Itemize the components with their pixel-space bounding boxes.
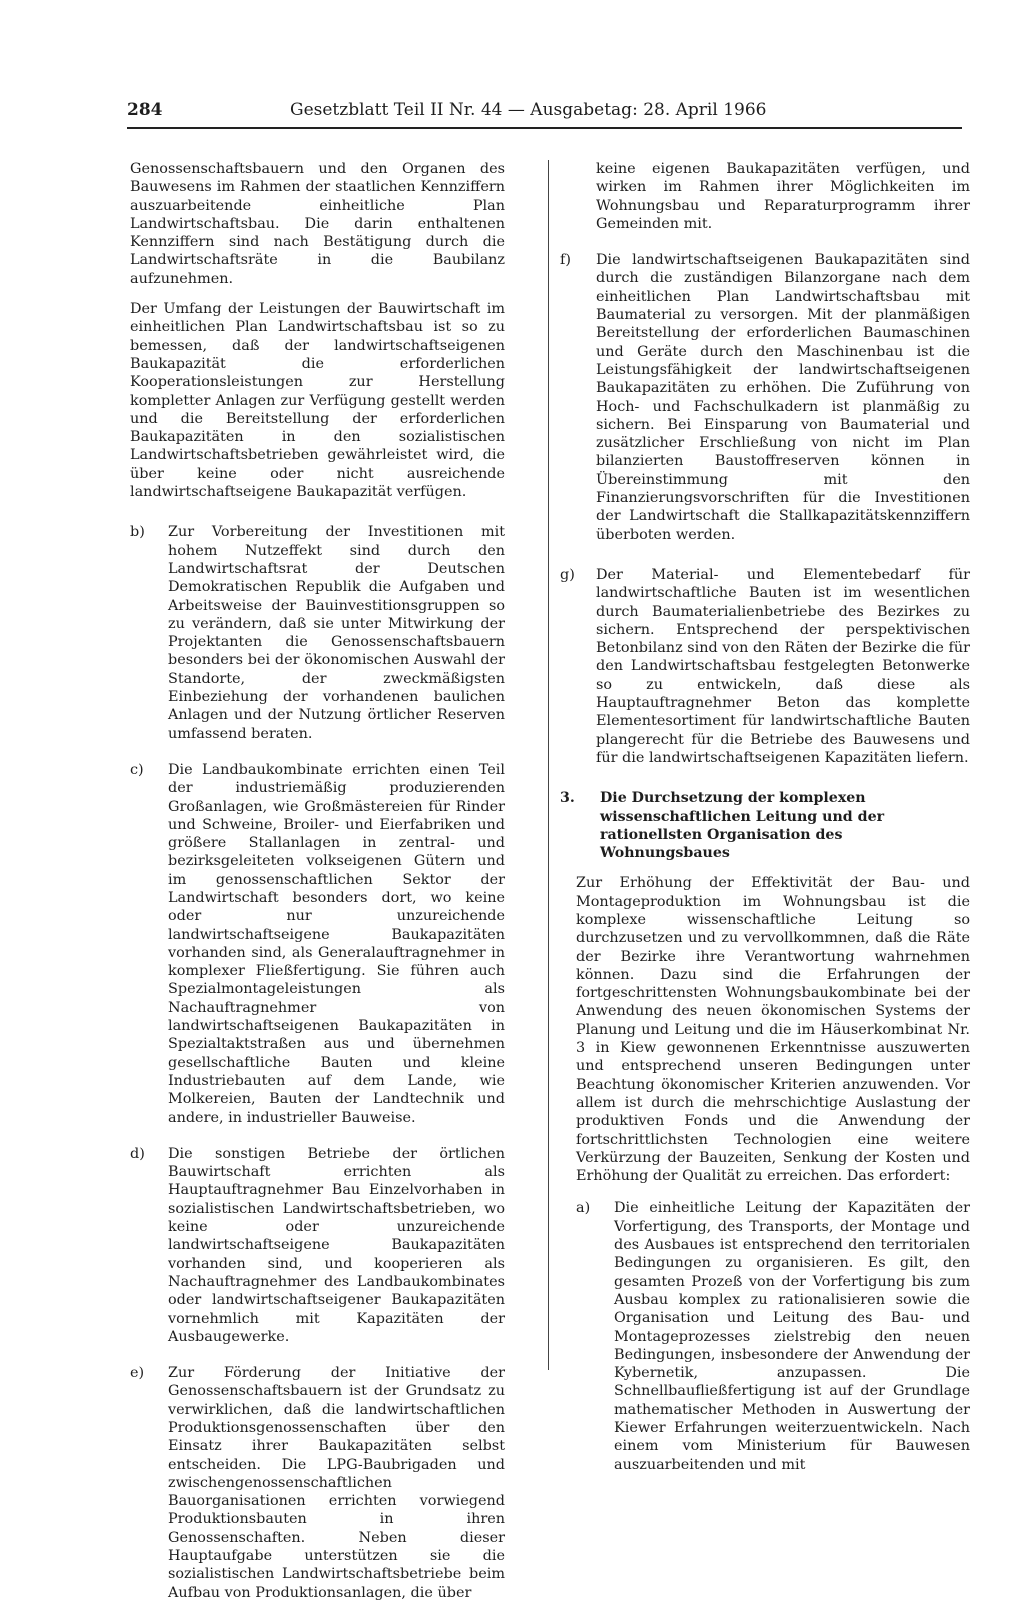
item-text: Die sonstigen Betriebe der örtlichen Bauwirtschaft errichten als Hauptauftragnehmer Bau Einzelvorhaben in sozialistischen Landwirtschaftsbetrieben, wo keine oder unzureichende landwirtschaftseigene Baukapazitäten vorhanden sind, und kooperieren als Nachauftragnehmer des Landbaukombinates oder landwirtschaftseigener Baukapazitäten vornehmlich mit Kapazitäten der Ausbaugewerke.	[168, 1145, 505, 1345]
item-label: b)	[130, 524, 145, 541]
right-column	[560, 160, 970, 1474]
intro-paragraph-1: Genossenschaftsbauern und den Organen des Bauwesens im Rahmen der staatlichen Kennziffern auszuarbeitende einheitliche Plan Landwirtschaftsbau. Die darin enthaltenen Kennziffern sind nach Bestätigung durch die Landwirtschaftsräte in die Baubilanz aufzunehmen.	[130, 161, 505, 287]
page-header	[127, 100, 962, 128]
page-number: 284	[127, 100, 163, 120]
section-3-heading	[560, 789, 970, 862]
item-text: Zur Vorbereitung der Investitionen mit hohem Nutzeffekt sind durch den Landwirtschaftsrat der Deutschen Demokratischen Republik die Aufgaben und Arbeitsweise der Bauinvestitionsgruppen so zu verändern, daß sie unter Mitwirkung der Projektanten die Genossenschaftsbauern besonders bei der ökonomischen Auswahl der Standorte, der zweckmäßigsten Einbeziehung der vorhandenen baulichen Anlagen und der Nutzung örtlicher Reserven umfassend beraten.	[168, 524, 505, 742]
item-label: c)	[130, 761, 144, 778]
section-3-paragraph: Zur Erhöhung der Effektivität der Bau- und Montageproduktion im Wohnungsbau ist die komplexe wissenschaftliche Leitung so durchzusetzen und zu vervollkommnen, daß die Räte der Bezirke ihre Verantwortung wahrnehmen können. Dazu sind die Erfahrungen der fortgeschrittensten Wohnungsbaukombinate bei der Anwendung des neuen ökonomischen Systems der Planung und Leitung und die im Häuserkombinat Nr. 3 in Kiew gewonnenen Erkenntnisse auszuwerten und entsprechend unseren Bedingungen unter Beachtung ökonomischer Kriterien anzuwenden. Vor allem ist durch die mehrschichtige Auslastung der produktiven Fonds und die Anwendung der fortschrittlichsten Technologien eine weitere Verkürzung der Bauzeiten, Senkung der Kosten und Erhöhung der Qualität zu erreichen. Das erfordert:	[576, 875, 970, 1185]
item-label: d)	[130, 1145, 145, 1162]
list-item-b	[130, 523, 505, 743]
item-text: Der Material- und Elementebedarf für landwirtschaftliche Bauten ist im wesentlichen durch Baumaterialienbetriebe des Bezirkes zu sichern. Entsprechend der perspektivischen Betonbilanz sind von den Räten der Bezirke die für den Landwirtschaftsbau festgelegten Betonwerke so zu entwickeln, daß diese als Hauptauftragnehmer Beton das komplette Elementesortiment für landwirtschaftliche Bauten plangerecht für die Betriebe des Bauwesens und für die landwirtschaftseigenen Kapazitäten liefern.	[596, 566, 970, 766]
continuation-paragraph: keine eigenen Baukapazitäten verfügen, und wirken im Rahmen ihrer Möglichkeiten im Wohnungsbau und Reparaturprogramm ihrer Gemeinden mit.	[596, 161, 970, 232]
column-divider	[548, 160, 549, 1370]
list-item-g	[560, 566, 970, 767]
section-3-body	[560, 874, 970, 1474]
list-item-d	[130, 1145, 505, 1346]
section-title: Die Durchsetzung der komplexen wissenschaftlichen Leitung und der rationellsten Organisation des Wohnungsbaues	[600, 790, 885, 862]
item-text: Die Landbaukombinate errichten einen Teil der industriemäßig produzierenden Großanlagen, wie Großmästereien für Rinder und Schweine, Broiler- und Eierfabriken und größere Stallanlagen in zentral- und bezirksgeleiteten volkseigenen Gütern und im genossenschaftlichen Sektor der Landwirtschaft besonders dort, wo keine oder nur unzureichende landwirtschaftseigene Baukapazitäten vorhanden sind, als Generalauftragnehmer in komplexer Fließfertigung. Sie führen auch Spezialmontageleistungen als Nachauftragnehmer von landwirtschaftseigenen Baukapazitäten in Spezialtaktstraßen aus und übernehmen gesellschaftliche Bauten und kleine Industriebauten auf dem Lande, wie Molkereien, Bauten der Landtechnik und andere, in industrieller Bauweise.	[168, 761, 505, 1126]
list-item-f	[560, 251, 970, 544]
header-rule	[127, 127, 962, 129]
running-head: Gesetzblatt Teil II Nr. 44 — Ausgabetag: 28. April 1966	[290, 100, 767, 120]
item-text: Zur Förderung der Initiative der Genossenschaftsbauern ist der Grundsatz zu verwirklichen, daß die landwirtschaftlichen Produktionsgenossenschaften über den Einsatz ihrer Baukapazitäten selbst entscheiden. Die LPG-Baubrigaden und zwischengenossenschaftlichen Bauorganisationen errichten vorwiegend Produktionsbauten in ihren Genossenschaften. Neben dieser Hauptaufgabe unterstützen sie die sozialistischen Landwirtschaftsbetriebe beim Aufbau von Produktionsanlagen, die über	[168, 1365, 505, 1601]
item-label: f)	[560, 252, 571, 269]
list-item-e	[130, 1364, 505, 1602]
list-item-a	[576, 1199, 970, 1473]
item-label: g)	[560, 566, 575, 583]
item-text: Die einheitliche Leitung der Kapazitäten der Vorfertigung, des Transports, der Montage und des Ausbaues ist entsprechend den territorialen Bedingungen zu organisieren. Es gilt, den gesamten Prozeß von der Vorfertigung bis zum Ausbau komplex zu rationalisieren sowie die Organisation und Leitung des Bau- und Montageprozesses zielstrebig den neuen Bedingungen, insbesondere der Anwendung der Kybernetik, anzupassen. Die Schnellbaufließfertigung ist auf der Grundlage mathematischer Methoden in Auswertung der Kiewer Erfahrungen weiterzuentwickeln. Nach einem vom Ministerium für Bauwesen auszuarbeitenden und mit	[614, 1200, 970, 1473]
item-label: e)	[130, 1365, 145, 1382]
intro-paragraph-2: Der Umfang der Leistungen der Bauwirtschaft im einheitlichen Plan Landwirtschaftsbau ist so zu bemessen, daß der landwirtschaftseigenen Baukapazität die erforderlichen Kooperationsleistungen zur Herstellung kompletter Anlagen zur Verfügung gestellt werden und die Bereitstellung der erforderlichen Baukapazitäten in den sozialistischen Landwirtschaftsbetrieben gewährleistet wird, die über keine oder nicht ausreichende landwirtschaftseigene Baukapazität verfügen.	[130, 301, 505, 501]
section-number: 3.	[560, 790, 575, 807]
left-column	[130, 160, 505, 1614]
item-text: Die landwirtschaftseigenen Baukapazitäten sind durch die zuständigen Bilanzorgane nach dem einheitlichen Plan Landwirtschaftsbau mit Baumaterial zu versorgen. Mit der planmäßigen Bereitstellung der erforderlichen Baumaschinen und Geräte durch den Maschinenbau ist die Leistungsfähigkeit der landwirtschaftseigenen Baukapazitäten zu erhöhen. Die Zuführung von Hoch- und Fachschulkadern ist planmäßig zu sichern. Bei Einsparung von Baumaterial und zusätzlicher Erschließung von nicht im Plan bilanzierten Baustoffreserven können in Übereinstimmung mit den Finanzierungsvorschriften für die Investitionen der Landwirtschaft die Stallkapazitätskennziffern überboten werden.	[596, 252, 970, 543]
list-item-c	[130, 761, 505, 1127]
item-label: a)	[576, 1200, 591, 1217]
